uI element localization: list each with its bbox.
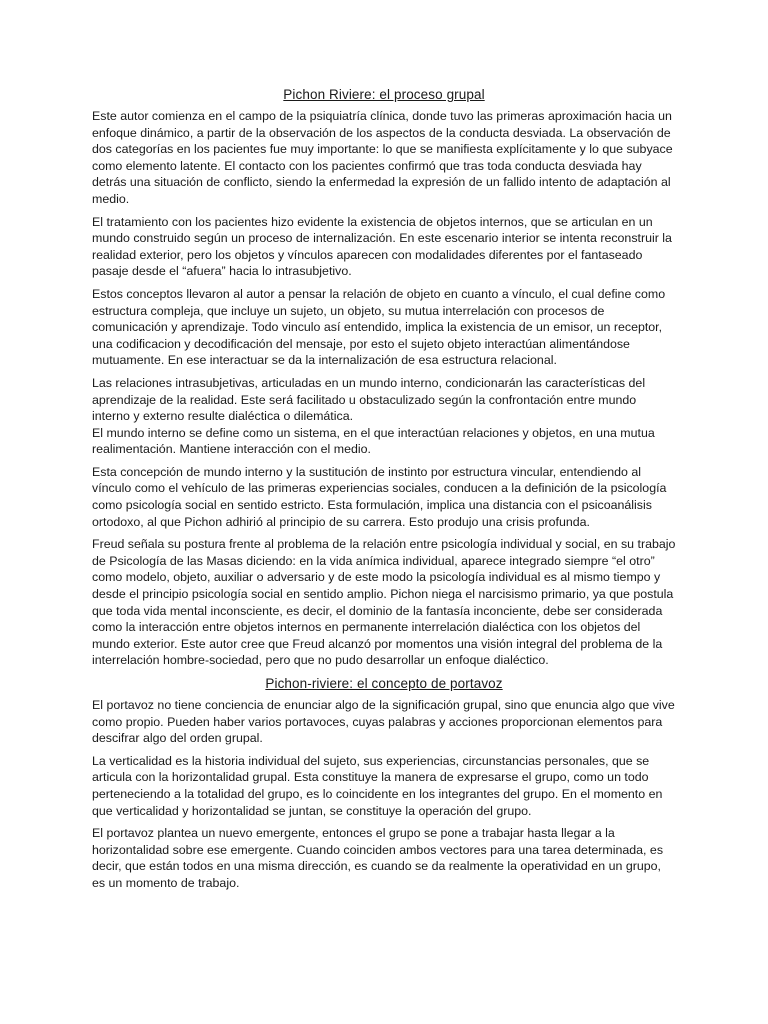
section-heading: Pichon-riviere: el concepto de portavoz [265, 676, 503, 691]
paragraph: Esta concepción de mundo interno y la sustitución de instinto por estructura vincular, entendiendo al vínculo como el vehículo de las primeras experiencias sociales, conducen a la definición de la psicología como psicología social en sentido estricto. Esta formulación, implica una distancia con el psicoanálisis ortodoxo, al que Pichon adhirió al principio de su carrera. Esto produjo una crisis profunda. [92, 464, 667, 529]
paragraph: La verticalidad es la historia individual del sujeto, sus experiencias, circunstancias personales, que se articula con la horizontalidad grupal. Esta constituye la manera de expresarse el grupo, como un todo perteneciendo a la totalidad del grupo, es lo coincidente en los integrantes del grupo. En el momento en que verticalidad y horizontalidad se juntan, se constituye la operación del grupo. [92, 753, 663, 818]
paragraph: Las relaciones intrasubjetivas, articuladas en un mundo interno, condicionarán las características del aprendizaje de la realidad. Este será facilitado u obstaculizado según la confrontación entre mundo interno y externo resulte dialéctica o dilemática. El mundo interno se define como un sistema, en el que interactúan relaciones y objetos, en una mutua realimentación. Mantiene interacción con el medio. [92, 375, 655, 457]
paragraph: Freud señala su postura frente al problema de la relación entre psicología individual y social, en su trabajo de Psicología de las Masas diciendo: en la vida anímica individual, aparece integrado siempre “el otro” como modelo, objeto, auxiliar o adversario y de este modo la psicología individual es al mismo tiempo y desde el principio psicología social en sentido amplio. Pichon niega el narcisismo primario, ya que postula que toda vida mental inconsciente, es decir, el dominio de la fantasía inconciente, debe ser considerada como la interacción entre objetos internos en permanente interrelación dialéctica con los objetos del mundo exterior. Este autor cree que Freud alcanzó por momentos una visión integral del problema de la interrelación hombre-sociedad, pero que no pudo desarrollar un enfoque dialéctico. [92, 537, 676, 668]
paragraph: El portavoz no tiene conciencia de enunciar algo de la significación grupal, sino que enuncia algo que vive como propio. Pueden haber varios portavoces, cuyas palabras y acciones proporcionan elementos para descifrar algo del orden grupal. [92, 698, 675, 746]
paragraph: Estos conceptos llevaron al autor a pensar la relación de objeto en cuanto a vínculo, el cual define como estructura compleja, que incluye un sujeto, un objeto, su mutua interrelación con procesos de comunicación y aprendizaje. Todo vinculo así entendido, implica la existencia de un emisor, un receptor, una codificacion y decodificación del mensaje, por esto el sujeto objeto interactúan alimentándose mutuamente. En ese interactuar se da la internalización de esa estructura relacional. [92, 286, 666, 368]
document-title: Pichon Riviere: el proceso grupal [283, 87, 485, 102]
paragraph: El portavoz plantea un nuevo emergente, entonces el grupo se pone a trabajar hasta llegar a la horizontalidad sobre ese emergente. Cuando coinciden ambos vectores para una tarea determinada, es decir, que están todos en una misma dirección, es cuando se da realmente la operatividad en un grupo, es un momento de trabajo. [92, 826, 664, 890]
paragraph: Este autor comienza en el campo de la psiquiatría clínica, donde tuvo las primeras aproximación hacia un enfoque dinámico, a partir de la observación de los aspectos de la conducta desviada. La observación de dos categorías en los pacientes fue muy importante: lo que se manifiesta explícitamente y lo que subyace como elemento latente. El contacto con los pacientes confirmó que tras toda conducta desviada hay detrás una situación de conflicto, siendo la enfermedad la expresión de un fallido intento de adaptación al medio. [92, 109, 673, 206]
paragraph: El tratamiento con los pacientes hizo evidente la existencia de objetos internos, que se articulan en un mundo construido según un proceso de internalización. En este escenario interior se intenta reconstruir la realidad exterior, pero los objetos y vínculos aparecen con modalidades diferentes por el fantaseado pasaje desde el “afuera” hacia lo intrasubjetivo. [92, 214, 672, 279]
document-page [92, 86, 676, 898]
